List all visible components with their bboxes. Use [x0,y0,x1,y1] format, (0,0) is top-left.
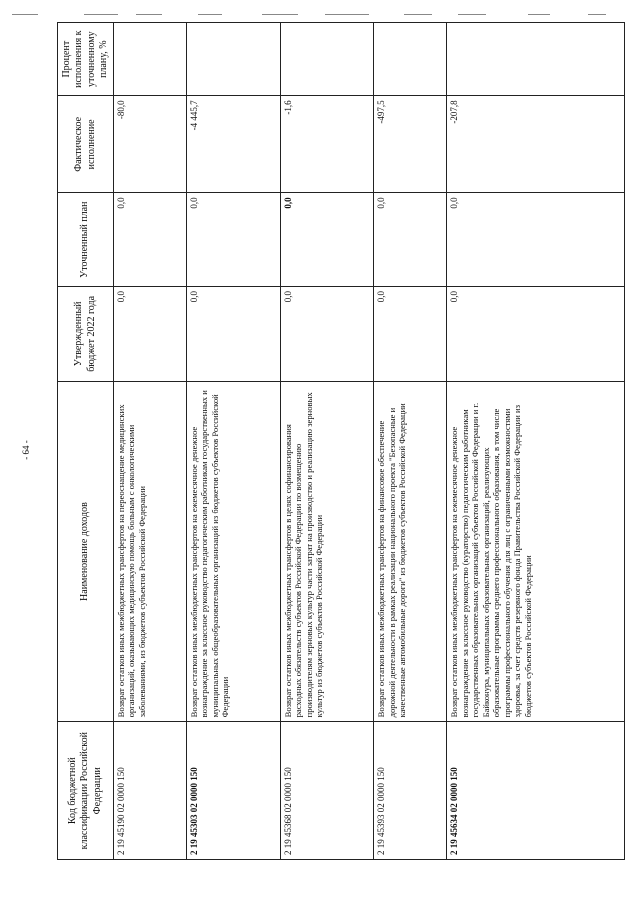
row-name: Возврат остатков иных межбюджетных трансфертов на переоснащение медицинских организаций, оказывающих медицинскую помощь больным с онкологическими заболеваниями, из бюджетов субъектов Российской Федерации [114,381,187,722]
scan-mark [84,14,118,15]
row-percent [186,23,280,96]
header-percent: Процент исполнения к уточненному плану, % [58,23,114,96]
row-approved: 0,0 [280,286,374,381]
scan-mark [458,14,486,15]
row-approved: 0,0 [447,286,625,381]
scan-mark [136,14,162,15]
scan-mark [588,14,606,15]
scan-mark [325,14,369,15]
table-row [447,23,625,860]
row-approved: 0,0 [374,286,447,381]
header-code: Код бюджетной классификации Российской Федерации [58,722,114,860]
scan-mark [404,14,432,15]
row-fact: -1,6 [280,96,374,193]
table-header-row [58,23,114,860]
row-code: 2 19 45393 02 0000 150 [374,722,447,860]
scan-mark [262,14,298,15]
scan-mark [198,14,222,15]
header-plan: Уточненный план [58,193,114,287]
table-row [186,23,280,860]
header-name: Наименование доходов [58,381,114,722]
row-name: Возврат остатков иных межбюджетных трансфертов на ежемесячное денежное вознаграждение за классное руководство (кураторство) педагогическим работникам государственных образовательных организаций субъектов Российской Федерации и г. Байконура, муниципальных образовательных организаций, реализующих образовательные программы среднего профессионального образования, в том числе программы профессионального обучения для лиц с ограниченными возможностями здоровья, за счет средств резервного фонда Правительства Российской Федерации из бюджетов субъектов Российской Федерации [447,381,625,722]
income-table [57,22,625,860]
row-name: Возврат остатков иных межбюджетных трансфертов в целях софинансирования расходных обязательств субъектов Российской Федерации по возмещению производителям зерновых культур части затрат на производство и реализацию зерновых культур из бюджетов субъектов Российской Федерации [280,381,374,722]
row-percent [114,23,187,96]
row-plan: 0,0 [447,193,625,287]
row-percent [374,23,447,96]
row-code: 2 19 45634 02 0000 150 [447,722,625,860]
page-number: - 64 - [21,440,31,460]
row-code: 2 19 45303 02 0000 150 [186,722,280,860]
scan-mark [528,14,550,15]
row-name: Возврат остатков иных межбюджетных трансфертов на финансовое обеспечение дорожной деятельности в рамках реализации национального проекта "Безопасные и качественные автомобильные дороги" из бюджетов субъектов Российской Федерации [374,381,447,722]
row-fact: -80,0 [114,96,187,193]
row-code: 2 19 45190 02 0000 150 [114,722,187,860]
row-approved: 0,0 [114,286,187,381]
row-percent [280,23,374,96]
row-name: Возврат остатков иных межбюджетных трансфертов на ежемесячное денежное вознаграждение за классное руководство педагогическим работникам государственных и муниципальных общеобразовательных организаций из бюджетов субъектов Российской Федерации [186,381,280,722]
row-approved: 0,0 [186,286,280,381]
rotated-sheet [57,22,625,860]
row-plan: 0,0 [280,193,374,287]
row-fact: -207,8 [447,96,625,193]
header-fact: Фактическое исполнение [58,96,114,193]
row-plan: 0,0 [374,193,447,287]
table-row [280,23,374,860]
row-plan: 0,0 [186,193,280,287]
header-approved: Утвержденный бюджет 2022 года [58,286,114,381]
row-fact: -4 445,7 [186,96,280,193]
row-percent [447,23,625,96]
scan-mark [12,14,38,15]
row-fact: -497,5 [374,96,447,193]
row-code: 2 19 45368 02 0000 150 [280,722,374,860]
table-row [374,23,447,860]
row-plan: 0,0 [114,193,187,287]
table-row [114,23,187,860]
